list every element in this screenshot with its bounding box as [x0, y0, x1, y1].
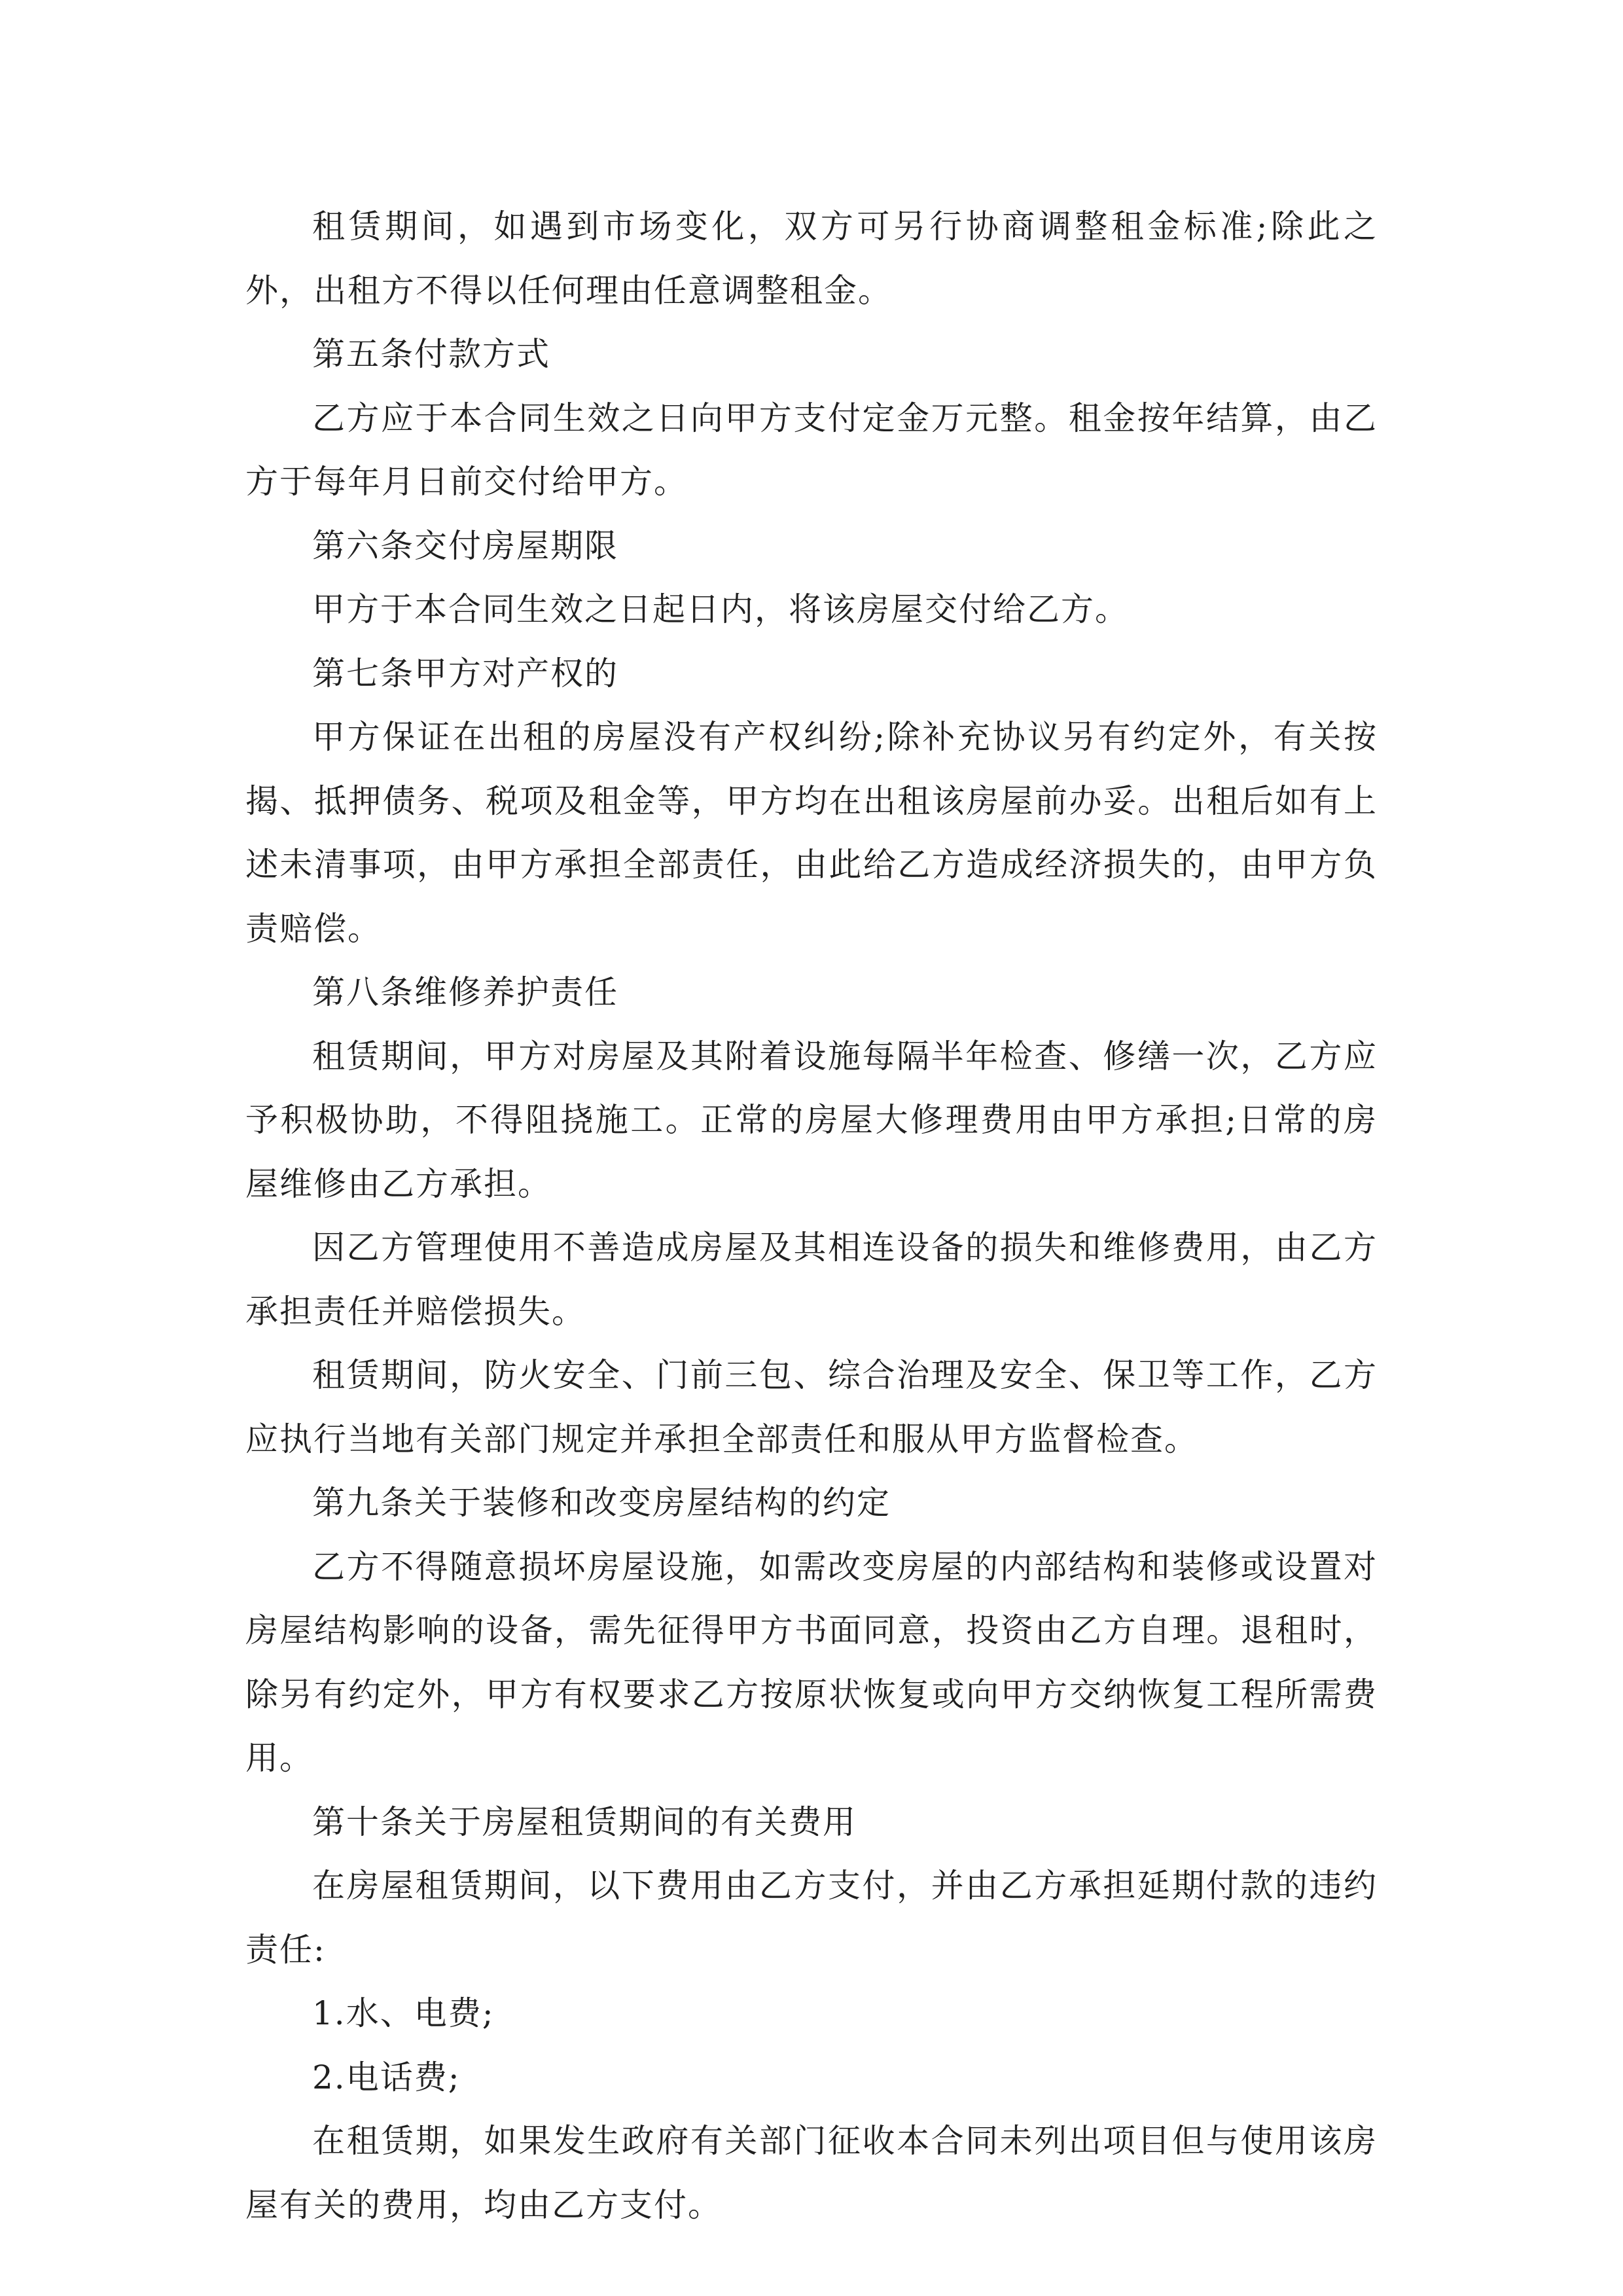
- heading-article-6: 第六条交付房屋期限: [312, 526, 618, 565]
- document-body: [245, 195, 1378, 2237]
- heading-article-5: 第五条付款方式: [312, 335, 550, 373]
- paragraph-damage-liability: 因乙方管理使用不善造成房屋及其相连设备的损失和维修费用，由乙方承担责任并赔偿损失。: [245, 1229, 1378, 1331]
- paragraph-payment: 乙方应于本合同生效之日向甲方支付定金万元整。租金按年结算，由乙方于每年月日前交付给甲方。: [245, 399, 1378, 501]
- paragraph-fees-intro: 在房屋租赁期间，以下费用由乙方支付，并由乙方承担延期付款的违约责任:: [245, 1867, 1378, 1969]
- paragraph-safety: 租赁期间，防火安全、门前三包、综合治理及安全、保卫等工作，乙方应执行当地有关部门规定并承担全部责任和服从甲方监督检查。: [245, 1356, 1378, 1458]
- list-item-phone: 2.电话费;: [312, 2058, 461, 2096]
- list-item-utilities: 1.水、电费;: [312, 1994, 495, 2032]
- paragraph-delivery: 甲方于本合同生效之日起日内，将该房屋交付给乙方。: [312, 590, 1129, 628]
- heading-article-7: 第七条甲方对产权的: [312, 654, 618, 692]
- heading-article-10: 第十条关于房屋租赁期间的有关费用: [312, 1803, 857, 1841]
- heading-article-9: 第九条关于装修和改变房屋结构的约定: [312, 1484, 891, 1522]
- paragraph-maintenance: 租赁期间，甲方对房屋及其附着设施每隔半年检查、修缮一次，乙方应予积极协助，不得阻挠施工。正常的房屋大修理费用由甲方承担;日常的房屋维修由乙方承担。: [245, 1037, 1378, 1203]
- paragraph-rent-adjustment: 租赁期间，如遇到市场变化，双方可另行协商调整租金标准;除此之外，出租方不得以任何理由任意调整租金。: [245, 207, 1378, 310]
- paragraph-renovation: 乙方不得随意损坏房屋设施，如需改变房屋的内部结构和装修或设置对房屋结构影响的设备，需先征得甲方书面同意，投资由乙方自理。退租时，除另有约定外，甲方有权要求乙方按原状恢复或向甲方交纳恢复工程所需费用。: [245, 1547, 1378, 1777]
- paragraph-government-fees: 在租赁期，如果发生政府有关部门征收本合同未列出项目但与使用该房屋有关的费用，均由乙方支付。: [245, 2122, 1378, 2224]
- heading-article-8: 第八条维修养护责任: [312, 973, 618, 1011]
- paragraph-property-rights: 甲方保证在出租的房屋没有产权纠纷;除补充协议另有约定外，有关按揭、抵押债务、税项及租金等，甲方均在出租该房屋前办妥。出租后如有上述未清事项，由甲方承担全部责任，由此给乙方造成经济损失的，由甲方负责赔偿。: [245, 718, 1378, 948]
